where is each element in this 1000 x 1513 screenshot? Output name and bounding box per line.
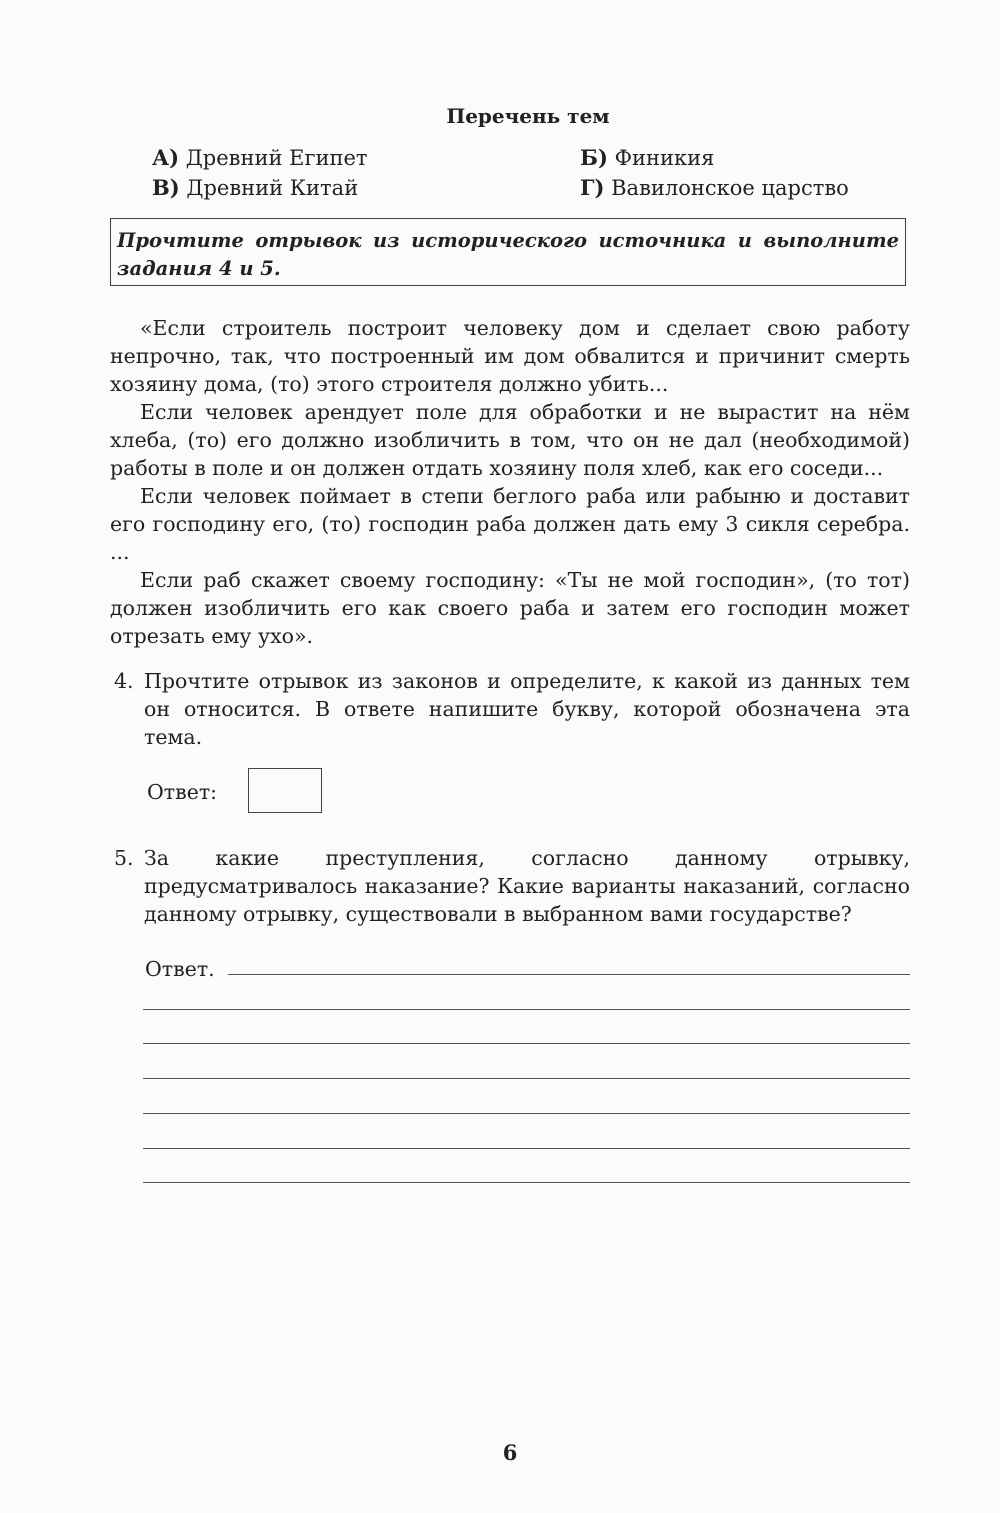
topic-letter: А) (152, 145, 180, 170)
task-4-answer-box[interactable] (248, 768, 322, 813)
topic-item-b (580, 145, 714, 170)
page-number: 6 (502, 1440, 518, 1465)
topic-label: Древний Китай (186, 176, 359, 200)
excerpt-paragraph: «Если строитель построит человеку дом и сделает свою работу непрочно, так, что построенный им дом обвалится и причинит смерть хозяину дома, (то) этого строителя должно убить... (110, 316, 910, 396)
answer-line[interactable] (143, 1009, 910, 1010)
answer-line[interactable] (143, 1043, 910, 1044)
topic-label: Вавилонское царство (611, 176, 849, 200)
answer-line[interactable] (228, 974, 910, 975)
task-number: 5. (114, 846, 134, 870)
task-text: Прочтите отрывок из законов и определите, к какой из данных тем он относится. В ответе напишите букву, которой обозначена эта тема. (144, 669, 910, 749)
task-5 (110, 844, 910, 928)
excerpt-paragraph: Если человек арендует поле для обработки и не вырастит на нём хлеба, (то) его должно изобличить в том, что он не дал (необходимой) работы в поле и он должен отдать хозяину поля хлеб, как его соседи... (110, 400, 910, 480)
task-4 (110, 667, 910, 751)
topic-letter: Б) (580, 145, 608, 170)
task-number: 4. (114, 669, 134, 693)
instruction-box: Прочтите отрывок из исторического источника и выполните задания 4 и 5. (110, 218, 906, 286)
topic-letter: В) (152, 175, 180, 200)
answer-line[interactable] (143, 1113, 910, 1114)
answer-line[interactable] (143, 1182, 910, 1183)
task-text: За какие преступления, согласно данному отрывку, предусматривалось наказание? Какие варианты наказаний, согласно данному отрывку, существовали в выбранном вами государстве? (144, 846, 910, 926)
topic-item-a (152, 145, 368, 170)
topic-item-v (152, 175, 358, 200)
topic-letter: Г) (580, 175, 605, 200)
excerpt-paragraph: Если человек поймает в степи беглого раба или рабыню и доставит его господину его, (то) господин раба должен дать ему 3 сикля серебра. ... (110, 484, 910, 564)
task-5-answer-label: Ответ. (145, 957, 215, 981)
topic-label: Финикия (614, 146, 715, 170)
source-excerpt (110, 314, 910, 650)
task-4-answer-label: Ответ: (147, 780, 218, 804)
answer-line[interactable] (143, 1148, 910, 1149)
topic-label: Древний Египет (185, 146, 368, 170)
topics-heading: Перечень тем (446, 104, 610, 128)
topic-item-g (580, 175, 849, 200)
excerpt-paragraph: Если раб скажет своему господину: «Ты не мой господин», (то тот) должен изобличить его как своего раба и затем его господин может отрезать ему ухо». (110, 568, 910, 648)
answer-line[interactable] (143, 1078, 910, 1079)
